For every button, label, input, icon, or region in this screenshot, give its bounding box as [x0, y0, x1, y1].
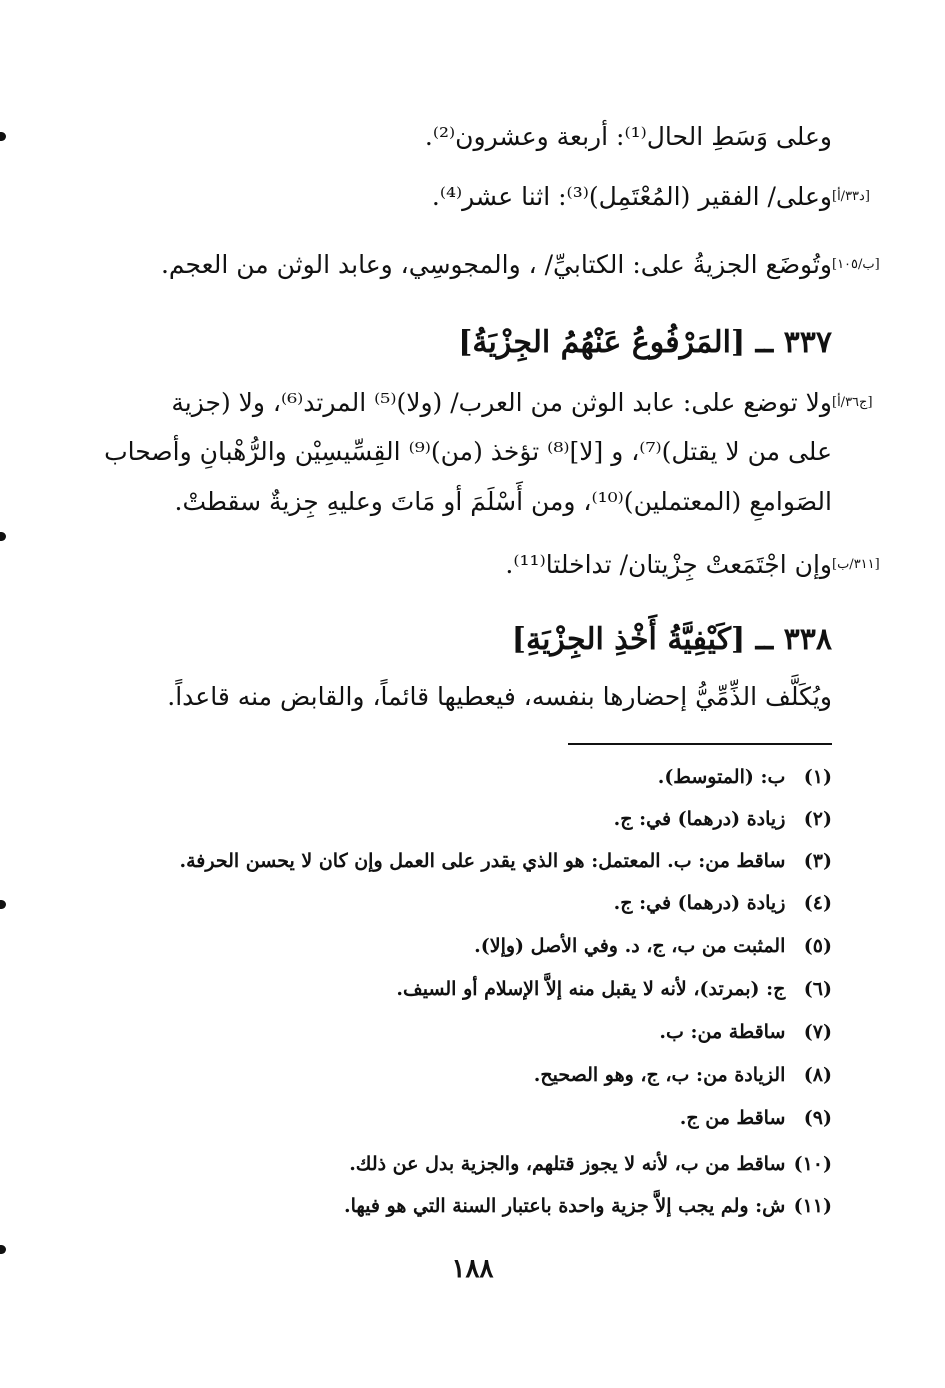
footnote-text: ساقطة من: ب.: [659, 1021, 786, 1043]
body-line: ولا توضع على: عابد الوثن من العرب/ (ولا)⁽⁵⁾ المرتد⁽⁶⁾، ولا (جزية: [171, 388, 832, 417]
footnote: [614, 888, 832, 918]
footnote-number: (٦): [803, 978, 832, 1000]
footnote-separator: [568, 743, 832, 745]
footnote: [344, 1191, 832, 1221]
footnote-text: زيادة (درهما) في: ج.: [613, 892, 786, 914]
body-line: وعلى وَسَطِ الحال⁽¹⁾: أربعة وعشرون⁽²⁾.: [424, 122, 832, 151]
body-line: وعلى/ الفقير (المُعْتَمِل)⁽³⁾: اثنا عشر⁽⁴⁾.: [431, 182, 832, 211]
footnote-text: الزيادة من: ب، ج، وهو الصحيح.: [533, 1064, 786, 1086]
footnote: [658, 762, 832, 792]
binding-mark: [0, 900, 6, 909]
footnote-text: ساقط من: ب. المعتمل: هو الذي يقدر على العمل وإن كان لا يحسن الحرفة.: [179, 850, 786, 872]
footnote-text: زيادة (درهما) في: ج.: [613, 808, 786, 830]
footnote: [474, 931, 832, 961]
footnote-text: ساقط من ج.: [679, 1107, 786, 1129]
footnote: [349, 1149, 832, 1179]
footnote-text: ج: (بمرتد)، لأنه لا يقبل منه إلاَّ الإسلام أو السيف.: [396, 978, 786, 1000]
footnote-text: ساقط من ب، لأنه لا يجوز قتلهم، والجزية بدل عن ذلك.: [349, 1153, 786, 1175]
margin-reference: [د٣٣/أ]: [832, 189, 870, 204]
footnote-number: (٧): [803, 1021, 832, 1043]
page-number: ١٨٨: [451, 1254, 494, 1284]
footnote-number: (٣): [803, 850, 832, 872]
footnote-number: (٩): [803, 1107, 832, 1129]
section-heading: ٣٣٨ ــ [كَيْفِيَّةُ أَخْذِ الجِزْيَةِ]: [511, 622, 832, 657]
footnote-text: ب: (المتوسط).: [657, 766, 786, 788]
footnote-text: ش: ولم يجب إلاَّ جزية واحدة باعتبار السنة التي هو فيها.: [344, 1195, 786, 1217]
footnote-number: (١١): [793, 1195, 832, 1217]
footnote-number: (١): [803, 766, 832, 788]
body-line: وإن اجْتَمَعتْ جِزْيتان/ تداخلتا⁽¹¹⁾.: [505, 550, 832, 579]
body-line: ويُكَلَّف الذِّمِّيُّ إحضارها بنفسه، فيعطيها قائماً، والقابض منه قاعداً.: [167, 682, 832, 711]
footnote: [179, 846, 832, 876]
binding-mark: [0, 532, 6, 541]
binding-mark: [0, 1245, 6, 1254]
footnote: [534, 1060, 832, 1090]
footnote: [396, 974, 832, 1004]
margin-reference: [ب/١٠٥]: [832, 257, 880, 272]
body-line: على من لا يقتل)⁽⁷⁾، و [لا]⁽⁸⁾ تؤخذ (من)⁽⁹⁾ القِسِّيسِيْن والرُّهْبانِ وأصحاب: [104, 437, 832, 466]
body-line: وتُوضَع الجزيةُ على: الكتابيِّ/ ، والمجوسِي، وعابد الوثن من العجم.: [160, 250, 832, 279]
footnote: [659, 1017, 832, 1047]
footnote: [614, 804, 832, 834]
margin-reference: [٣١١/ب]: [832, 557, 880, 572]
binding-mark: [0, 132, 6, 141]
footnote-number: (٥): [803, 935, 832, 957]
body-line: الصَوامعِ (المعتملين)⁽¹⁰⁾، ومن أَسْلَمَ أو مَاتَ وعليهِ جِزيةٌ سقطتْ.: [174, 487, 832, 516]
footnote-number: (٢): [803, 808, 832, 830]
footnote-number: (٨): [803, 1064, 832, 1086]
footnote: [680, 1103, 832, 1133]
footnote-number: (١٠): [793, 1153, 832, 1175]
footnote-text: المثبت من ب، ج، د. وفي الأصل (وإلا).: [474, 935, 786, 957]
section-heading: ٣٣٧ ــ [المَرْفُوعُ عَنْهُمُ الجِزْيَةُ]: [458, 325, 832, 360]
footnote-number: (٤): [803, 892, 832, 914]
margin-reference: [ج٣٦/أ]: [832, 395, 873, 410]
